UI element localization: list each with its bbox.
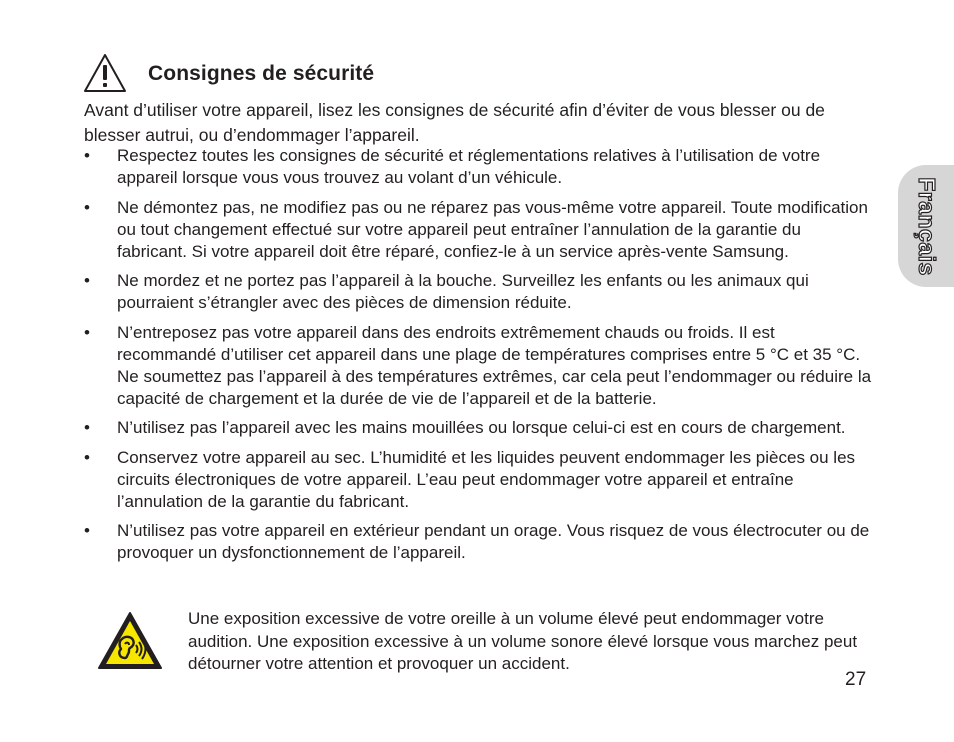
bullet-marker: • xyxy=(84,271,90,290)
hearing-warning-text: Une exposition excessive de votre oreille à un volume élevé peut endommager votre audition. Une exposition excessive à un volume sonore élevé lorsque vous marchez peut détourner votre attention et provoquer un accident. xyxy=(188,609,858,673)
list-item xyxy=(84,145,874,189)
language-tab-label: Français xyxy=(913,176,940,276)
list-item xyxy=(84,270,874,314)
safety-list xyxy=(84,145,874,572)
list-item-text: Conservez votre appareil au sec. L’humidité et les liquides peuvent endommager les pièces ou les circuits électroniques de votre appareil. L’eau peut endommager votre appareil et entraîne l’annulation de la garantie du fabricant. xyxy=(117,447,856,511)
list-item xyxy=(84,197,874,263)
bullet-marker: • xyxy=(84,447,90,467)
list-item-text: Respectez toutes les consignes de sécurité et réglementations relatives à l’utilisation de votre appareil lorsque vous vous trouvez au volant d’un véhicule. xyxy=(117,146,821,187)
bullet-marker: • xyxy=(84,146,90,165)
list-item-text: N’utilisez pas l’appareil avec les mains mouillées ou lorsque celui-ci est en cours de chargement. xyxy=(117,418,846,437)
list-item xyxy=(84,417,874,439)
caution-triangle-icon xyxy=(82,52,128,94)
bullet-marker: • xyxy=(84,521,90,540)
list-item xyxy=(84,447,874,513)
list-item xyxy=(84,322,874,410)
hearing-damage-warning-icon xyxy=(97,611,163,671)
bullet-marker: • xyxy=(84,322,90,342)
list-item xyxy=(84,520,874,564)
list-item-text: Ne mordez et ne portez pas l’appareil à la bouche. Surveillez les enfants ou les animaux qui pourraient s’étrangler avec des pièces de dimension réduite. xyxy=(117,271,809,312)
intro-paragraph: Avant d’utiliser votre appareil, lisez les consignes de sécurité afin d’éviter de vous blesser ou de blesser autrui, ou d’endommager l’appareil. xyxy=(84,100,825,145)
language-tab xyxy=(898,165,954,287)
bullet-marker: • xyxy=(84,197,90,217)
list-item-text: N’utilisez pas votre appareil en extérieur pendant un orage. Vous risquez de vous électrocuter ou de provoquer un dysfonctionnement de l’appareil. xyxy=(117,521,870,562)
list-item-text: Ne démontez pas, ne modifiez pas ou ne réparez pas vous-même votre appareil. Toute modification ou tout changement effectué sur votre appareil peut entraîner l’annulation de la garantie du fabricant. Si votre appareil doit être réparé, confiez-le à un service après-vente Samsung. xyxy=(117,197,868,261)
list-item-text: N’entreposez pas votre appareil dans des endroits extrêmement chauds ou froids. Il est recommandé d’utiliser cet appareil dans une plage de températures comprises entre 5 °C et 35 °C. Ne soumettez pas l’appareil à des températures extrêmes, car cela peut l’endommager ou réduire la capacité de chargement et la durée de vie de l’appareil et de la batterie. xyxy=(117,322,872,408)
section-title: Consignes de sécurité xyxy=(148,62,375,85)
page-number: 27 xyxy=(845,669,867,690)
bullet-marker: • xyxy=(84,418,90,437)
